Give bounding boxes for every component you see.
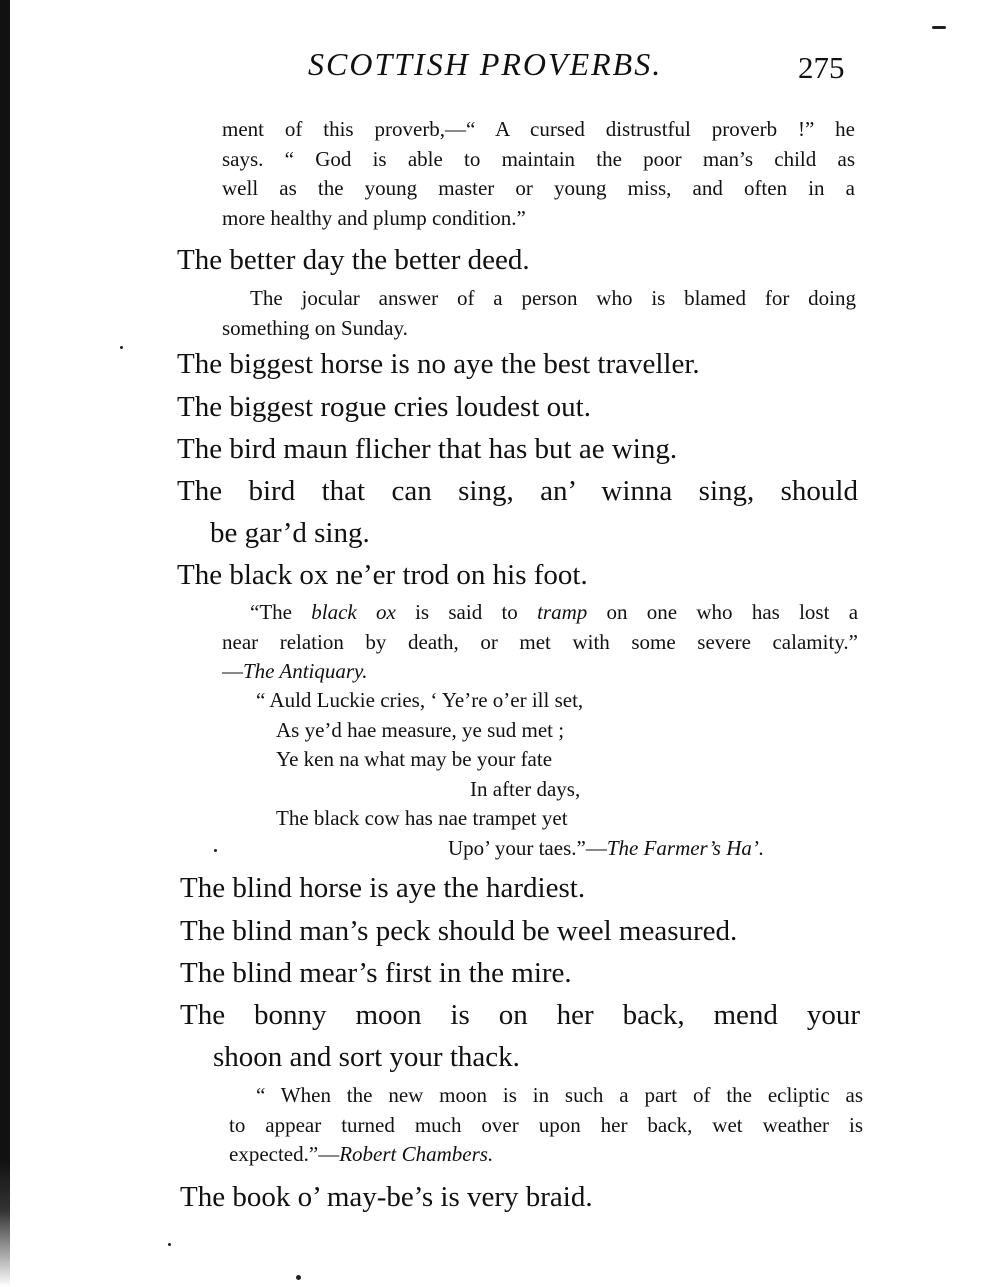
note-line: more healthy and plump condition.” bbox=[222, 205, 526, 230]
verse-line: The black cow has nae trampet yet bbox=[276, 806, 568, 830]
note-text: “The bbox=[250, 600, 312, 624]
note-line: something on Sunday. bbox=[222, 315, 408, 340]
page-header bbox=[0, 46, 1000, 90]
verse-line: As ye’d hae measure, ye sud met ; bbox=[276, 717, 565, 742]
source-dash: — bbox=[222, 659, 243, 683]
running-title: SCOTTISH PROVERBS. bbox=[308, 46, 663, 82]
ink-speck bbox=[120, 346, 123, 349]
note-line bbox=[229, 1142, 493, 1166]
continued-note bbox=[222, 115, 855, 233]
proverb-text: The book o’ may-be’s is very braid. bbox=[180, 1181, 593, 1213]
proverb-entry bbox=[180, 910, 737, 952]
proverb-note bbox=[222, 284, 856, 343]
note-text: on one who has lost a bbox=[587, 600, 859, 624]
verse-line: Ye ken na what may be your fate bbox=[276, 747, 553, 771]
verse-line: In after days, bbox=[470, 776, 581, 801]
proverb-text-continued: be gar’d sing. bbox=[210, 517, 370, 549]
note-line: The jocular answer of a person who is blamed for doing bbox=[250, 286, 856, 310]
proverb-entry bbox=[177, 343, 700, 385]
page-spine-edge bbox=[0, 0, 10, 1287]
proverb-text: The biggest rogue cries loudest out. bbox=[177, 391, 591, 423]
source-citation: The Antiquary. bbox=[243, 659, 368, 683]
note-line: says. “ God is able to maintain the poor man’s child as bbox=[222, 146, 855, 171]
proverb-text: The blind mear’s first in the mire. bbox=[180, 957, 572, 989]
proverb-entry bbox=[177, 428, 677, 470]
proverb-text: The black ox ne’er trod on his foot. bbox=[177, 559, 588, 591]
note-line: ment of this proverb,—“ A cursed distrustful proverb !” he bbox=[222, 117, 855, 141]
proverb-text: The biggest horse is no aye the best traveller. bbox=[177, 348, 700, 380]
proverb-note bbox=[222, 598, 858, 687]
note-line: to appear turned much over upon her back, wet weather is bbox=[229, 1112, 863, 1137]
proverb-text: The blind man’s peck should be weel measured. bbox=[180, 915, 738, 947]
proverb-entry bbox=[180, 952, 572, 994]
note-line: “ When the new moon is in such a part of the ecliptic as bbox=[256, 1083, 863, 1107]
proverb-entry bbox=[177, 470, 858, 554]
proverb-text: The better day the better deed. bbox=[177, 244, 530, 276]
verse-line: “ Auld Luckie cries, ‘ Ye’re o’er ill set, bbox=[256, 688, 584, 712]
ink-speck bbox=[168, 1243, 171, 1246]
note-italic-term: tramp bbox=[537, 600, 588, 624]
proverb-text: The bird maun flicher that has but ae wing. bbox=[177, 433, 678, 465]
ink-speck bbox=[214, 849, 217, 852]
proverb-entry bbox=[180, 1176, 593, 1218]
source-citation: Robert Chambers. bbox=[339, 1142, 494, 1166]
ink-speck bbox=[296, 1275, 301, 1280]
proverb-entry bbox=[177, 239, 530, 281]
proverb-entry bbox=[177, 554, 588, 596]
verse-line bbox=[256, 834, 764, 864]
note-line: near relation by death, or met with some severe calamity.” bbox=[222, 629, 858, 654]
page-spine-fade bbox=[0, 1160, 10, 1287]
proverb-text: The bonny moon is on her back, mend your bbox=[180, 999, 860, 1031]
proverb-note bbox=[229, 1081, 863, 1170]
note-text: is said to bbox=[395, 600, 538, 624]
note-italic-term: black ox bbox=[311, 600, 396, 624]
note-line bbox=[222, 598, 858, 628]
note-line bbox=[222, 659, 367, 683]
verse-text: Upo’ your taes.”— bbox=[448, 835, 607, 860]
note-text: expected.”— bbox=[229, 1142, 340, 1166]
proverb-entry bbox=[180, 867, 585, 909]
proverb-text: The blind horse is aye the hardiest. bbox=[180, 872, 586, 904]
ink-speck bbox=[932, 26, 946, 29]
proverb-entry bbox=[180, 994, 860, 1078]
note-line: well as the young master or young miss, and often in a bbox=[222, 176, 855, 200]
proverb-entry bbox=[177, 386, 591, 428]
page-number: 275 bbox=[798, 50, 845, 85]
proverb-text-continued: shoon and sort your thack. bbox=[213, 1041, 520, 1073]
source-citation: The Farmer’s Ha’. bbox=[606, 835, 765, 860]
verse-quote bbox=[256, 686, 764, 863]
proverb-text: The bird that can sing, an’ winna sing, should bbox=[177, 475, 858, 507]
